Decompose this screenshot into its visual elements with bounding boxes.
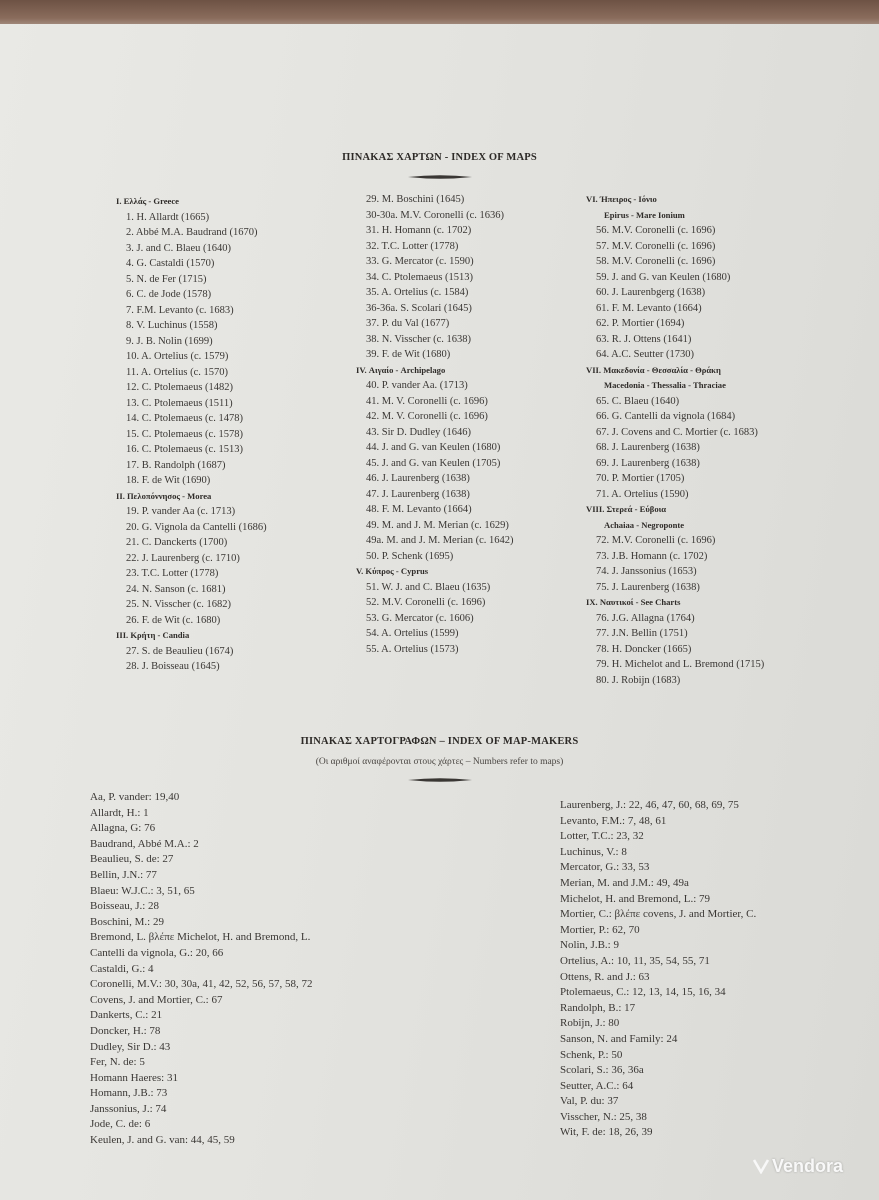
map-maker-entry: Ottens, R. and J.: 63 bbox=[560, 970, 650, 983]
section-heading: III. Κρήτη - Candia bbox=[116, 630, 190, 640]
map-entry: 56. M.V. Coronelli (c. 1696) bbox=[596, 225, 716, 236]
map-entry: 61. F. M. Levanto (1664) bbox=[596, 302, 702, 314]
map-entry: 8. V. Luchinus (1558) bbox=[126, 320, 218, 331]
map-maker-entry: Robijn, J.: 80 bbox=[560, 1017, 620, 1030]
map-maker-entry: Val, P. du: 37 bbox=[560, 1095, 619, 1108]
section-heading: IV. Αιγαίο - Archipelago bbox=[356, 364, 446, 375]
map-maker-entry: Mercator, G.: 33, 53 bbox=[560, 861, 650, 874]
map-entry: 41. M. V. Coronelli (c. 1696) bbox=[366, 395, 488, 407]
map-maker-entry: Scolari, S.: 36, 36a bbox=[560, 1064, 644, 1077]
map-maker-entry: Homann, J.B.: 73 bbox=[90, 1087, 168, 1100]
map-maker-entry: Randolph, B.: 17 bbox=[560, 1001, 636, 1014]
map-entry: 57. M.V. Coronelli (c. 1696) bbox=[596, 240, 716, 252]
map-entry: 49. M. and J. M. Merian (c. 1629) bbox=[366, 519, 509, 531]
map-maker-entry: Visscher, N.: 25, 38 bbox=[560, 1110, 647, 1123]
section-heading: Achaiaa - Negroponte bbox=[604, 519, 685, 530]
map-entry: 35. A. Ortelius (c. 1584) bbox=[366, 287, 469, 298]
map-maker-entry: Doncker, H.: 78 bbox=[90, 1024, 161, 1037]
map-maker-entry: Beaulieu, S. de: 27 bbox=[90, 853, 174, 866]
map-entry: 50. P. Schenk (1695) bbox=[366, 550, 454, 562]
map-maker-entry: Jode, C. de: 6 bbox=[90, 1118, 151, 1131]
map-entry: 37. P. du Val (1677) bbox=[366, 318, 450, 329]
map-entry: 19. P. vander Aa (c. 1713) bbox=[126, 506, 236, 517]
map-entry: 14. C. Ptolemaeus (c. 1478) bbox=[126, 413, 243, 424]
map-maker-entry: Dankerts, C.: 21 bbox=[90, 1009, 163, 1022]
map-entry: 38. N. Visscher (c. 1638) bbox=[366, 333, 472, 345]
photo-background-strip bbox=[0, 0, 879, 26]
map-entry: 10. A. Ortelius (c. 1579) bbox=[126, 351, 229, 362]
map-entry: 4. G. Castaldi (1570) bbox=[126, 258, 215, 269]
makers-index-title: ΠΙΝΑΚΑΣ ΧΑΡΤΟΓΡΑΦΩΝ – INDEX OF MAP-MAKERS bbox=[300, 736, 579, 747]
map-entry: 15. C. Ptolemaeus (c. 1578) bbox=[126, 428, 243, 440]
map-entry: 36-36a. S. Scolari (1645) bbox=[366, 302, 472, 314]
map-maker-entry: Wit, F. de: 18, 26, 39 bbox=[560, 1126, 653, 1139]
map-entry: 48. F. M. Levanto (1664) bbox=[366, 504, 472, 515]
map-entry: 67. J. Covens and C. Mortier (c. 1683) bbox=[596, 426, 758, 438]
map-maker-entry: Merian, M. and J.M.: 49, 49a bbox=[560, 876, 689, 889]
map-entry: 25. N. Visscher (c. 1682) bbox=[126, 599, 232, 610]
map-entry: 16. C. Ptolemaeus (c. 1513) bbox=[126, 444, 243, 455]
map-entry: 68. J. Laurenberg (1638) bbox=[596, 442, 700, 453]
map-entry: 79. H. Michelot and L. Bremond (1715) bbox=[596, 659, 765, 670]
map-maker-entry: Baudrand, Abbé M.A.: 2 bbox=[90, 837, 199, 850]
map-entry: 44. J. and G. van Keulen (1680) bbox=[366, 442, 501, 453]
map-maker-entry: Cantelli da vignola, G.: 20, 66 bbox=[90, 946, 224, 959]
map-maker-entry: Ortelius, A.: 10, 11, 35, 54, 55, 71 bbox=[560, 954, 710, 967]
map-entry: 76. J.G. Allagna (1764) bbox=[596, 612, 695, 624]
makers-index-note: (Οι αριθμοί αναφέρονται στους χάρτες – Numbers refer to maps) bbox=[315, 757, 564, 767]
section-heading: VIII. Στερεά - Εύβοια bbox=[586, 504, 667, 514]
map-entry: 32. T.C. Lotter (1778) bbox=[366, 240, 459, 252]
map-entry: 30-30a. M.V. Coronelli (c. 1636) bbox=[366, 209, 505, 221]
map-maker-entry: Allagna, G: 76 bbox=[90, 822, 156, 835]
map-entry: 13. C. Ptolemaeus (1511) bbox=[126, 397, 233, 409]
map-maker-entry: Ptolemaeus, C.: 12, 13, 14, 15, 16, 34 bbox=[560, 986, 726, 999]
map-entry: 80. J. Robijn (1683) bbox=[596, 674, 681, 686]
map-entry: 63. R. J. Ottens (1641) bbox=[596, 333, 692, 345]
map-entry: 52. M.V. Coronelli (c. 1696) bbox=[366, 597, 486, 608]
map-entry: 51. W. J. and C. Blaeu (1635) bbox=[366, 581, 491, 593]
map-entry: 7. F.M. Levanto (c. 1683) bbox=[126, 304, 234, 316]
map-maker-entry: Boisseau, J.: 28 bbox=[90, 900, 160, 913]
map-entry: 43. Sir D. Dudley (1646) bbox=[366, 426, 471, 438]
map-entry: 78. H. Doncker (1665) bbox=[596, 643, 692, 655]
map-maker-entry: Schenk, P.: 50 bbox=[560, 1048, 623, 1061]
map-entry: 2. Abbé M.A. Baudrand (1670) bbox=[126, 227, 258, 238]
map-entry: 27. S. de Beaulieu (1674) bbox=[126, 645, 234, 657]
map-maker-entry: Blaeu: W.J.C.: 3, 51, 65 bbox=[90, 884, 195, 897]
maps-column-2 bbox=[356, 192, 514, 657]
map-entry: 17. B. Randolph (1687) bbox=[126, 459, 226, 471]
map-maker-entry: Michelot, H. and Bremond, L.: 79 bbox=[560, 892, 711, 905]
map-entry: 18. F. de Wit (1690) bbox=[126, 475, 211, 486]
map-maker-entry: Janssonius, J.: 74 bbox=[90, 1102, 167, 1115]
section-heading: IX. Ναυτικοί - See Charts bbox=[586, 597, 681, 607]
map-maker-entry: Dudley, Sir D.: 43 bbox=[90, 1040, 171, 1053]
map-entry: 70. P. Mortier (1705) bbox=[596, 473, 685, 484]
map-entry: 45. J. and G. van Keulen (1705) bbox=[366, 457, 501, 469]
map-entry: 26. F. de Wit (c. 1680) bbox=[126, 614, 221, 626]
map-maker-entry: Mortier, P.: 62, 70 bbox=[560, 923, 640, 936]
map-entry: 66. G. Cantelli da vignola (1684) bbox=[596, 411, 736, 422]
map-entry: 64. A.C. Seutter (1730) bbox=[596, 349, 694, 360]
section-heading: VII. Μακεδονία - Θεσσαλία - Θράκη bbox=[586, 364, 721, 375]
vendora-watermark-text: Vendora bbox=[772, 1156, 844, 1176]
map-entry: 54. A. Ortelius (1599) bbox=[366, 628, 459, 639]
map-entry: 3. J. and C. Blaeu (1640) bbox=[126, 242, 231, 254]
map-maker-entry: Mortier, C.: βλέπε covens, J. and Mortier, C. bbox=[560, 908, 757, 921]
map-entry: 55. A. Ortelius (1573) bbox=[366, 643, 459, 655]
section-heading: VI. Ήπειρος - Ιόνιο bbox=[586, 194, 657, 204]
section-heading: Macedonia - Thessalia - Thraciae bbox=[604, 380, 726, 390]
map-entry: 77. J.N. Bellin (1751) bbox=[596, 628, 688, 639]
map-entry: 40. P. vander Aa. (1713) bbox=[366, 380, 468, 391]
map-entry: 74. J. Janssonius (1653) bbox=[596, 566, 697, 577]
map-entry: 5. N. de Fer (1715) bbox=[126, 273, 207, 285]
map-entry: 69. J. Laurenberg (1638) bbox=[596, 457, 700, 469]
map-entry: 24. N. Sanson (c. 1681) bbox=[126, 583, 226, 595]
map-entry: 47. J. Laurenberg (1638) bbox=[366, 488, 470, 500]
map-entry: 53. G. Mercator (c. 1606) bbox=[366, 612, 474, 624]
map-maker-entry: Sanson, N. and Family: 24 bbox=[560, 1032, 678, 1045]
map-maker-entry: Nolin, J.B.: 9 bbox=[560, 939, 619, 952]
map-maker-entry: Bellin, J.N.: 77 bbox=[90, 868, 157, 881]
map-entry: 59. J. and G. van Keulen (1680) bbox=[596, 271, 731, 283]
ornament-divider-top bbox=[0, 168, 879, 186]
vendora-watermark bbox=[752, 1156, 843, 1177]
map-entry: 22. J. Laurenberg (c. 1710) bbox=[126, 552, 240, 564]
maps-index-title: ΠΙΝΑΚΑΣ ΧΑΡΤΩΝ - INDEX OF MAPS bbox=[342, 152, 537, 163]
map-maker-entry: Luchinus, V.: 8 bbox=[560, 845, 627, 858]
ornament-divider-bottom bbox=[0, 771, 879, 789]
map-maker-entry: Seutter, A.C.: 64 bbox=[560, 1079, 634, 1092]
section-heading: Epirus - Mare Ionium bbox=[604, 209, 685, 220]
map-entry: 34. C. Ptolemaeus (1513) bbox=[366, 271, 474, 283]
map-entry: 1. H. Allardt (1665) bbox=[126, 211, 210, 223]
map-entry: 33. G. Mercator (c. 1590) bbox=[366, 256, 474, 267]
map-maker-entry: Coronelli, M.V.: 30, 30a, 41, 42, 52, 56, 57, 58, 72 bbox=[90, 978, 313, 991]
map-entry: 28. J. Boisseau (1645) bbox=[126, 661, 220, 672]
map-maker-entry: Laurenberg, J.: 22, 46, 47, 60, 68, 69, 75 bbox=[560, 799, 739, 811]
map-entry: 71. A. Ortelius (1590) bbox=[596, 488, 689, 500]
map-entry: 23. T.C. Lotter (1778) bbox=[126, 568, 219, 579]
map-entry: 12. C. Ptolemaeus (1482) bbox=[126, 382, 234, 393]
section-heading: I. Ελλάς - Greece bbox=[116, 196, 179, 206]
map-maker-entry: Keulen, J. and G. van: 44, 45, 59 bbox=[90, 1134, 235, 1147]
map-maker-entry: Fer, N. de: 5 bbox=[90, 1056, 145, 1069]
map-entry: 21. C. Danckerts (1700) bbox=[126, 537, 228, 548]
map-entry: 46. J. Laurenberg (1638) bbox=[366, 473, 470, 484]
map-maker-entry: Lotter, T.C.: 23, 32 bbox=[560, 830, 644, 843]
map-entry: 42. M. V. Coronelli (c. 1696) bbox=[366, 411, 488, 422]
map-entry: 6. C. de Jode (1578) bbox=[126, 289, 212, 300]
makers-list-left bbox=[90, 790, 313, 1149]
map-entry: 9. J. B. Nolin (1699) bbox=[126, 335, 213, 347]
makers-list-right bbox=[560, 798, 756, 1141]
map-entry: 62. P. Mortier (1694) bbox=[596, 318, 685, 329]
map-entry: 58. M.V. Coronelli (c. 1696) bbox=[596, 256, 716, 267]
map-maker-entry: Castaldi, G.: 4 bbox=[90, 962, 154, 975]
map-entry: 75. J. Laurenberg (1638) bbox=[596, 581, 700, 593]
maps-column-3 bbox=[586, 192, 764, 688]
map-entry: 72. M.V. Coronelli (c. 1696) bbox=[596, 535, 716, 546]
map-maker-entry: Covens, J. and Mortier, C.: 67 bbox=[90, 993, 223, 1006]
section-heading: V. Κύπρος - Cyprus bbox=[356, 566, 429, 576]
map-entry: 20. G. Vignola da Cantelli (1686) bbox=[126, 521, 267, 533]
map-entry: 31. H. Homann (c. 1702) bbox=[366, 225, 472, 236]
section-heading: II. Πελοπόννησος - Morea bbox=[116, 490, 212, 501]
map-maker-entry: Aa, P. vander: 19,40 bbox=[90, 791, 180, 803]
maps-column-1 bbox=[116, 194, 267, 675]
map-maker-entry: Homann Haeres: 31 bbox=[90, 1071, 178, 1084]
map-entry: 60. J. Laurenbgerg (1638) bbox=[596, 287, 706, 298]
map-entry: 39. F. de Wit (1680) bbox=[366, 349, 451, 360]
map-entry: 29. M. Boschini (1645) bbox=[366, 194, 465, 205]
map-maker-entry: Levanto, F.M.: 7, 48, 61 bbox=[560, 814, 667, 827]
map-maker-entry: Bremond, L. βλέπε Michelot, H. and Bremond, L. bbox=[90, 931, 311, 944]
map-maker-entry: Boschini, M.: 29 bbox=[90, 915, 164, 928]
vendora-logo-icon bbox=[752, 1158, 770, 1174]
map-entry: 49a. M. and J. M. Merian (c. 1642) bbox=[366, 535, 514, 546]
map-entry: 73. J.B. Homann (c. 1702) bbox=[596, 550, 708, 562]
map-entry: 11. A. Ortelius (c. 1570) bbox=[126, 366, 228, 378]
map-entry: 65. C. Blaeu (1640) bbox=[596, 395, 680, 407]
map-maker-entry: Allardt, H.: 1 bbox=[90, 806, 149, 819]
